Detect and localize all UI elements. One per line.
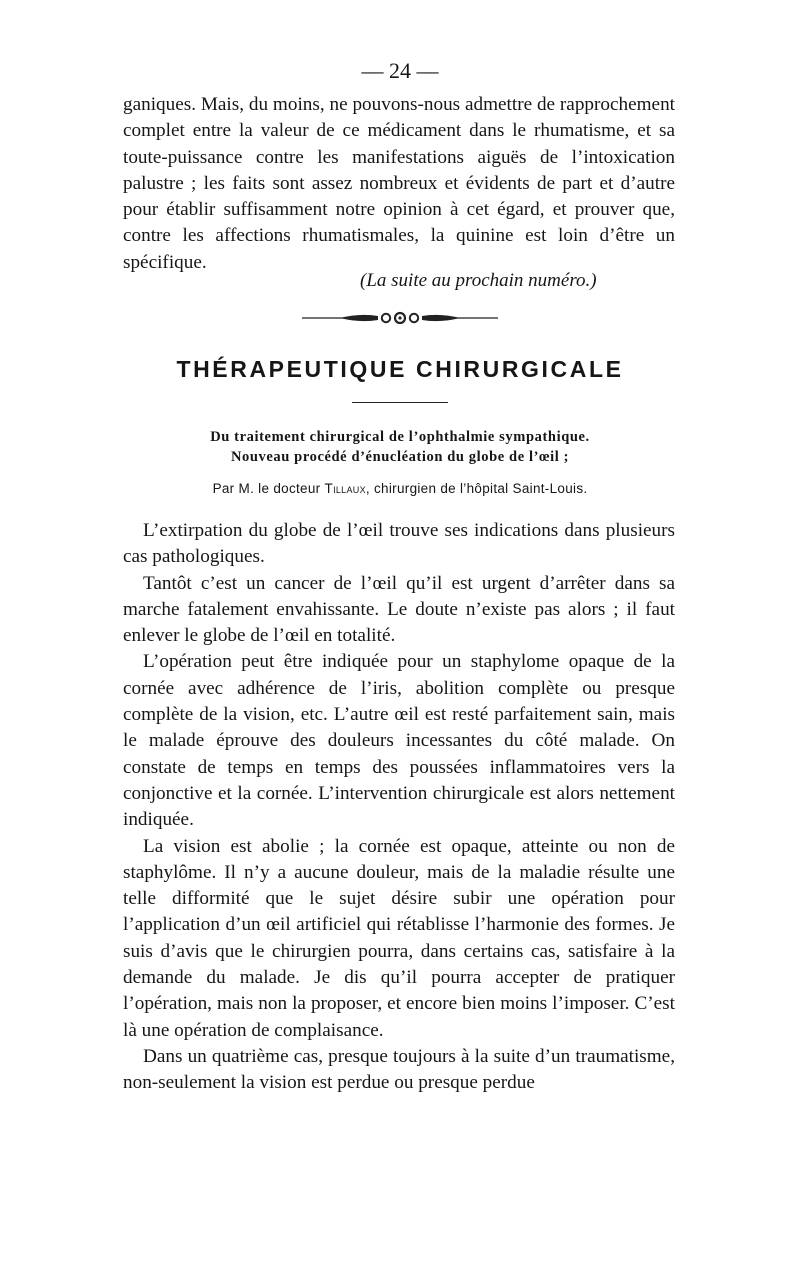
author-name: Tillaux <box>324 481 366 496</box>
body-paragraph: Dans un quatrième cas, presque toujours à la suite d’un traumatisme, non-seulement la vision est perdue ou presque perdue <box>123 1045 675 1094</box>
body-paragraph: Tantôt c’est un cancer de l’œil qu’il est urgent d’arrêter dans sa marche fatalement envahissante. Le doute n’existe pas alors ; il faut enlever le globe de l’œil en totalité. <box>123 572 675 647</box>
article-title-line: Nouveau procédé d’énucléation du globe de l’œil ; <box>230 449 570 465</box>
article-title <box>100 427 700 467</box>
article-title-line: Du traitement chirurgical de l’ophthalmie sympathique. <box>210 429 590 445</box>
byline-suffix: , chirurgien de l’hôpital Saint-Louis. <box>365 481 588 496</box>
body-paragraph: La vision est abolie ; la cornée est opaque, atteinte ou non de staphylôme. Il n’y a aucune douleur, mais de la maladie résulte une telle difformité que le sujet désire subir une opération pour l’application d’un œil artificiel qui rétablisse l’harmonie des formes. Je suis d’avis que le chirurgien pourra, dans certains cas, satisfaire à la demande du malade. Je dis qu’il pourra accepter de pratiquer l’opération, mais non la proposer, et encore bien moins l’imposer. C’est là une opération de complaisance. <box>123 835 675 1041</box>
ornament-divider-icon <box>300 310 500 326</box>
continuation-text <box>123 92 675 276</box>
continuation-paragraph: ganiques. Mais, du moins, ne pouvons-nous admettre de rapprochement complet entre la valeur de ce médicament dans le rhumatisme, et sa toute-puissance contre les manifestations aiguës de l’intoxication palustre ; les faits sont assez nombreux et évidents de part et d’autre pour établir suffisamment notre opinion à cet égard, et prouver que, contre les affections rhumatismales, la quinine est loin d’être un spécifique. <box>123 94 675 273</box>
page-number: — 24 — <box>361 58 439 83</box>
body-paragraph: L’opération peut être indiquée pour un staphylome opaque de la cornée avec adhérence de l’iris, abolition complète ou presque complète de la vision, etc. L’autre œil est resté parfaitement sain, mais le malade éprouve des douleurs incessantes du côté malade. On constate de temps en temps des poussées inflammatoires vers la conjonctive et la cornée. L’intervention chirurgicale est alors nettement indiquée. <box>123 651 675 831</box>
body-paragraph: L’extirpation du globe de l’œil trouve ses indications dans plusieurs cas pathologiques. <box>123 520 675 568</box>
section-title: THÉRAPEUTIQUE CHIRURGICALE <box>176 356 624 382</box>
title-rule <box>352 402 448 403</box>
article-body <box>123 518 675 1097</box>
byline-prefix: Par M. le docteur <box>212 481 321 496</box>
continuation-note: (La suite au prochain numéro.) <box>360 270 597 291</box>
byline <box>0 481 800 496</box>
